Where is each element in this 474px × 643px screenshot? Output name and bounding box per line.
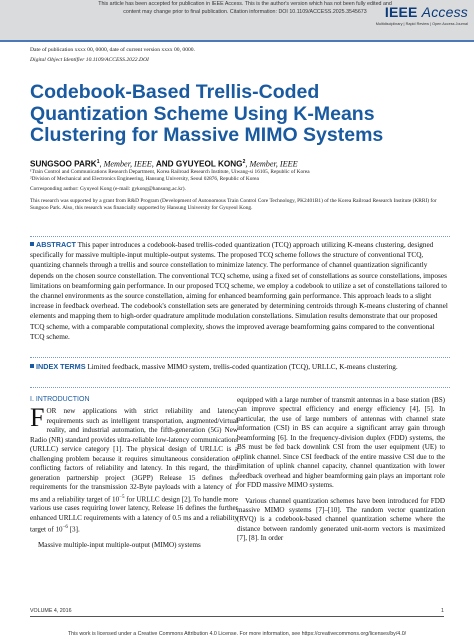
body-divider — [30, 387, 450, 388]
top-banner — [0, 0, 474, 40]
right-paragraph-1: equipped with a large number of transmit antennas in a base station (BS) can improve spectral efficiency and energy efficiency [4], [5]. In particular, the use of large numbers of antennas with channel state information (CSI) in BS can acquire a significant array gain through beamforming [6]. In the frequency-division duplex (FDD) systems, the BS must be fed back downlink CSI from the user equipment (UE) to uplink channel. Since CSI feedback of the entire massive CSI due to the limitation of uplink channel capacity, channel quantization with lower feedback overhead and higher beamforming gain plays an important role for FDD massive MIMO systems. — [237, 396, 445, 490]
author-line: SUNGSOO PARK$^1$, Member, IEEE, AND GYUYEOL KONG$^2$, Member, IEEE — [30, 159, 298, 169]
abstract-divider — [30, 236, 450, 237]
left-column — [30, 395, 238, 551]
funding-note: This research was supported by a grant from R&D Program (Development of Autonomous Train Control Core Technology, PK2401B1) of the Korea Railroad Research Institute (KRRI) for Sungsoo Park. Also, this research was financially supported by Hansung University for Gyuyeol Kong. — [30, 198, 437, 211]
header-rule — [0, 40, 474, 42]
index-square-icon — [30, 364, 34, 368]
right-paragraph-2: Various channel quantization schemes have been introduced for FDD massive MIMO systems [7]–[10]. The random vector quantization (RVQ) is a codebook-based channel quantization scheme where the distance between randomly generated unit-norm vectors is maximized [7], [8]. In order — [237, 496, 445, 543]
abstract: ABSTRACT This paper introduces a codebook-based trellis-coded quantization (TCQ) approach utilizing K-means clustering, designed specifically for massive multiple-input multiple-output systems. The proposed TCQ scheme follows the structure of conventional TCQ, quantizing channels through a trellis and source constellation to minimize latency. The performance of channel quantization significantly depends on the chosen source constellation. The conventional TCQ scheme, using a fixed set of constellations as source constellations, imposes limitations on beamforming gain performance. In our proposed TCQ scheme, we employ a codebook to utilize a set of constellations tailored to the channel environments as the source constellation, aiming for enhanced beamforming gain performance. This approach leads to a slight increase in feedback overhead. The codebook's constellation sets are generated by determining centroids through K-means clustering of channel elements and mapping them to high-order quadrature amplitude modulation constellations. Simulation results demonstrate that our proposed TCQ scheme, with a comparable computational complexity, shows the improved average beamforming gains compared to the conventional TCQ scheme. — [30, 240, 448, 341]
license-note: This work is licensed under a Creative Commons Attribution 4.0 License. For more information, see https://creativecommons.org/licenses/by/4.0/ — [67, 631, 407, 637]
affiliation-2: ²Division of Mechanical and Electronics Engineering, Hansung University, Seoul 02876, Republic of Korea — [30, 176, 259, 182]
index-divider — [30, 357, 450, 358]
ieee-access-logo: IEEE Access — [384, 4, 468, 20]
footer-rule — [30, 616, 444, 617]
affiliation-1: ¹Train Control and Communications Research Department, Korea Railroad Research Institute, Uiwang-si 16105, Republic of Korea — [30, 169, 310, 175]
publication-dates: Date of publication xxxx 00, 0000, date of current version xxxx 00, 0000. — [30, 47, 195, 53]
page-number: 1 — [441, 608, 444, 614]
logo-tagline: Multidisciplinary | Rapid Review | Open Access Journal — [375, 22, 468, 26]
publication-note: This article has been accepted for publication in IEEE Access. This is the author's version which has not been fully edited and content may change prior to final publication. Citation information: DOI 10.1109/ACCESS.2025.3545673 — [98, 1, 392, 15]
intro-paragraph-1: FOR new applications with strict reliability and latency requirements such as intelligent transportation, augmented/virtual reality, and industrial automation, the fifth-generation (5G) New Radio (NR) standard provides ultra-reliable low-latency communications (URLLC) service category [1]. The physical design of URLLC is a challenging problem because it requires simultaneous consideration of conflicting factors of reliability and latency. In this regard, the third generation partnership project (3GPP) Release 15 defines the requirements for the transmission 32-Byte payloads with a latency of 1 ms and a reliability target of $10^{-5}$ for URLLC design [2]. To handle more various use cases requiring lower latency, Release 16 defines the further enhanced URLLC requirements with a latency of 0.5 ms and a reliability target of $10^{-6}$ [3]. — [30, 403, 238, 534]
intro-paragraph-2: Massive multiple-input multiple-output (MIMO) systems — [38, 541, 201, 550]
abstract-square-icon — [30, 242, 34, 246]
index-terms: INDEX TERMS Limited feedback, massive MIMO system, trellis-coded quantization (TCQ), URLLC, K-means clustering. — [30, 362, 450, 372]
paper-title: Codebook-Based Trellis-Coded Quantization Scheme Using K-Means Clustering for Massive MIMO Systems — [30, 81, 384, 146]
corresponding-author: Corresponding author: Gyuyeol Kong (e-mail: gykong@hansung.ac.kr). — [30, 186, 186, 192]
right-column — [237, 396, 445, 544]
volume-label: VOLUME 4, 2016 — [30, 608, 72, 614]
doi-line: Digital Object Identifier 10.1109/ACCESS.2022.DOI — [30, 57, 149, 63]
section-heading: I. INTRODUCTION — [30, 396, 90, 403]
